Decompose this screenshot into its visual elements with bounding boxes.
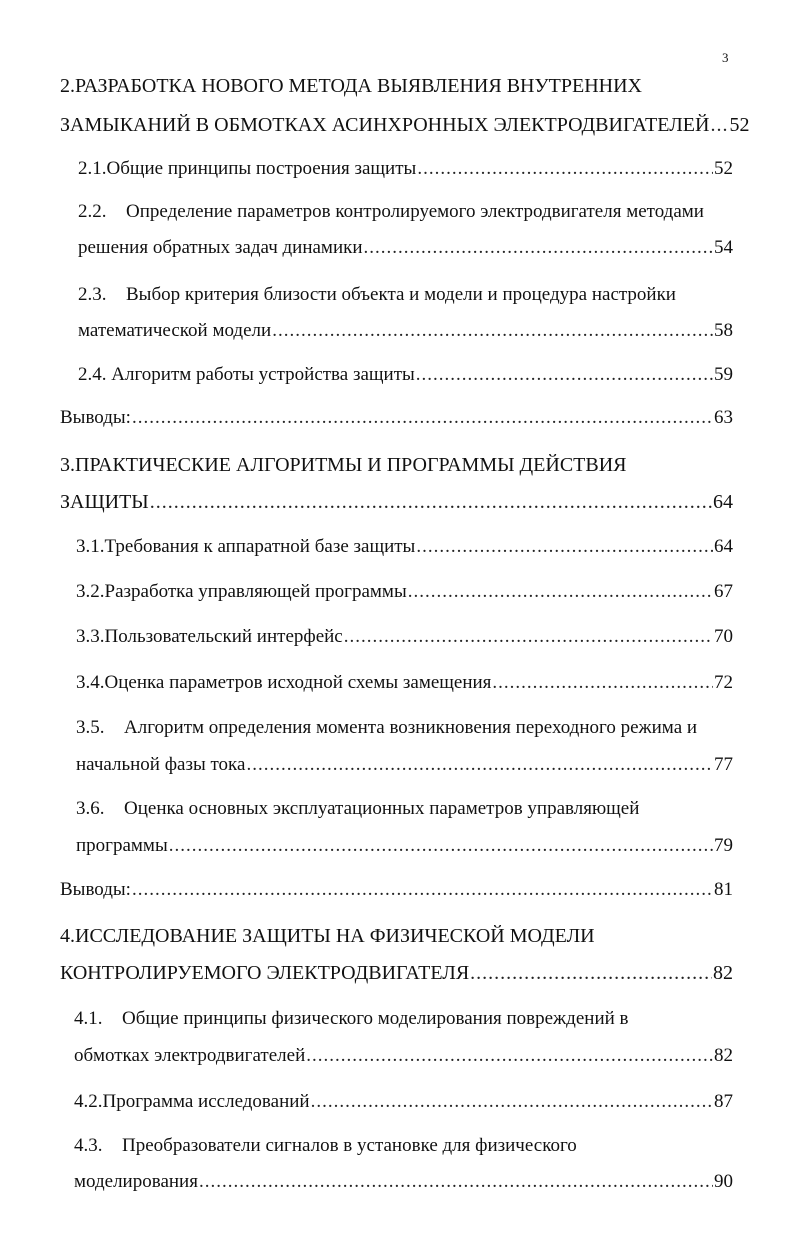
leader-dots: [169, 834, 713, 858]
toc-section-4-2[interactable]: [74, 1090, 733, 1114]
toc-entry-text: ЗАЩИТЫ: [60, 491, 149, 513]
toc-page-number: 87: [714, 1091, 733, 1112]
toc-page-number: 82: [713, 962, 733, 984]
toc-entry-text: Пользовательский интерфейс: [104, 626, 343, 647]
section-number: 3.6.: [76, 798, 105, 819]
section-number: 3.3.: [76, 626, 105, 647]
leader-dots: [416, 363, 713, 387]
toc-entry-text: Определение параметров контролируемого электродвигателя методами: [126, 201, 704, 222]
section-number: 2.3.: [78, 284, 107, 305]
toc-chapter-3-title-line1: 3.ПРАКТИЧЕСКИЕ АЛГОРИТМЫ И ПРОГРАММЫ ДЕЙСТВИЯ: [60, 454, 627, 476]
section-number: 4.3.: [74, 1135, 103, 1156]
toc-conclusions-ch2[interactable]: [60, 406, 733, 430]
section-number: 2.2.: [78, 201, 107, 222]
toc-conclusions-ch3[interactable]: [60, 878, 733, 902]
toc-page-number: 82: [714, 1045, 733, 1066]
toc-section-2-3-line1[interactable]: [78, 283, 676, 307]
toc-section-4-3[interactable]: [74, 1170, 733, 1194]
toc-page-number: 59: [714, 364, 733, 385]
toc-section-3-6-line1[interactable]: [76, 797, 639, 821]
toc-entry-text: КОНТРОЛИРУЕМОГО ЭЛЕКТРОДВИГАТЕЛЯ: [60, 962, 470, 984]
leader-dots: [710, 113, 728, 137]
toc-section-3-6[interactable]: [76, 834, 733, 858]
toc-section-3-3[interactable]: [76, 625, 733, 649]
leader-dots: [344, 625, 713, 649]
leader-dots: [150, 490, 712, 514]
toc-entry-text: Выводы:: [60, 879, 131, 900]
leader-dots: [364, 236, 713, 260]
toc-entry-text: Выбор критерия близости объекта и модели и процедура настройки: [126, 284, 676, 305]
toc-entry-text: решения обратных задач динамики: [78, 237, 363, 258]
leader-dots: [408, 580, 713, 604]
toc-entry-text: Выводы:: [60, 407, 131, 428]
page-number: 3: [722, 50, 729, 65]
toc-chapter-4-title-line1: 4.ИССЛЕДОВАНИЕ ЗАЩИТЫ НА ФИЗИЧЕСКОЙ МОДЕЛИ: [60, 925, 595, 947]
leader-dots: [272, 319, 713, 343]
toc-page-number: 81: [714, 879, 733, 900]
leader-dots: [492, 671, 713, 695]
leader-dots: [306, 1044, 713, 1068]
toc-page-number: 63: [714, 407, 733, 428]
section-number: 4.1.: [74, 1008, 103, 1029]
toc-entry-text: Общие принципы построения защиты: [106, 158, 417, 179]
toc-section-2-4[interactable]: [78, 363, 733, 387]
section-number: 4.2.: [74, 1091, 103, 1112]
toc-entry-text: Разработка управляющей программы: [104, 581, 407, 602]
toc-page-number: 90: [714, 1171, 733, 1192]
toc-entry-text: математической модели: [78, 320, 272, 341]
toc-section-3-5[interactable]: [76, 753, 733, 777]
toc-entry-text: Программа исследований: [102, 1091, 310, 1112]
toc-page-number: 79: [714, 835, 733, 856]
leader-dots: [199, 1170, 713, 1194]
toc-entry-text: начальной фазы тока: [76, 754, 246, 775]
section-number: 3.4.: [76, 672, 105, 693]
toc-section-3-5-line1[interactable]: [76, 716, 697, 740]
toc-page-number: 77: [714, 754, 733, 775]
toc-entry-text: Алгоритм определения момента возникновения переходного режима и: [124, 717, 698, 738]
toc-page-number: 64: [713, 491, 733, 513]
section-number: 2.1.: [78, 158, 107, 179]
toc-page-number: 67: [714, 581, 733, 602]
leader-dots: [417, 157, 713, 181]
toc-page-number: 64: [714, 536, 733, 557]
toc-section-4-1[interactable]: [74, 1044, 733, 1068]
toc-entry-text: Требования к аппаратной базе защиты: [104, 536, 416, 557]
toc-page-number: 58: [714, 320, 733, 341]
toc-chapter-2-title-line1: 2.РАЗРАБОТКА НОВОГО МЕТОДА ВЫЯВЛЕНИЯ ВНУТРЕННИХ: [60, 75, 642, 97]
section-number: 3.2.: [76, 581, 105, 602]
toc-chapter-3[interactable]: [60, 490, 733, 514]
leader-dots: [470, 961, 712, 985]
section-number: 3.5.: [76, 717, 105, 738]
toc-section-3-1[interactable]: [76, 535, 733, 559]
toc-entry-text: обмотках электродвигателей: [74, 1045, 306, 1066]
toc-entry-text: программы: [76, 835, 168, 856]
toc-entry-text: ЗАМЫКАНИЙ В ОБМОТКАХ АСИНХРОННЫХ ЭЛЕКТРОДВИГАТЕЛЕЙ: [60, 114, 710, 136]
toc-section-4-1-line1[interactable]: [74, 1007, 629, 1031]
toc-entry-text: моделирования: [74, 1171, 198, 1192]
toc-section-3-2[interactable]: [76, 580, 733, 604]
toc-page-number: 70: [714, 626, 733, 647]
toc-section-3-4[interactable]: [76, 671, 733, 695]
toc-section-2-2-line1[interactable]: [78, 200, 704, 224]
toc-entry-text: Общие принципы физического моделирования повреждений в: [122, 1008, 629, 1029]
toc-page-number: 72: [714, 672, 733, 693]
toc-page-number: 54: [714, 237, 733, 258]
toc-entry-text: Оценка основных эксплуатационных параметров управляющей: [124, 798, 640, 819]
toc-section-2-1[interactable]: [78, 157, 733, 181]
toc-chapter-4[interactable]: [60, 961, 733, 985]
toc-page-number: 52: [714, 158, 733, 179]
section-number: 3.1.: [76, 536, 105, 557]
leader-dots: [246, 753, 713, 777]
leader-dots: [132, 878, 713, 902]
toc-entry-text: Преобразователи сигналов в установке для физического: [122, 1135, 577, 1156]
toc-section-4-3-line1[interactable]: [74, 1134, 577, 1158]
toc-section-2-3[interactable]: [78, 319, 733, 343]
toc-page-number: 52: [729, 114, 750, 136]
leader-dots: [416, 535, 713, 559]
toc-chapter-2[interactable]: [60, 113, 750, 137]
leader-dots: [311, 1090, 713, 1114]
leader-dots: [132, 406, 713, 430]
toc-section-2-2[interactable]: [78, 236, 733, 260]
toc-entry-text: Оценка параметров исходной схемы замещения: [104, 672, 492, 693]
toc-entry-text: 2.4. Алгоритм работы устройства защиты: [78, 364, 415, 385]
